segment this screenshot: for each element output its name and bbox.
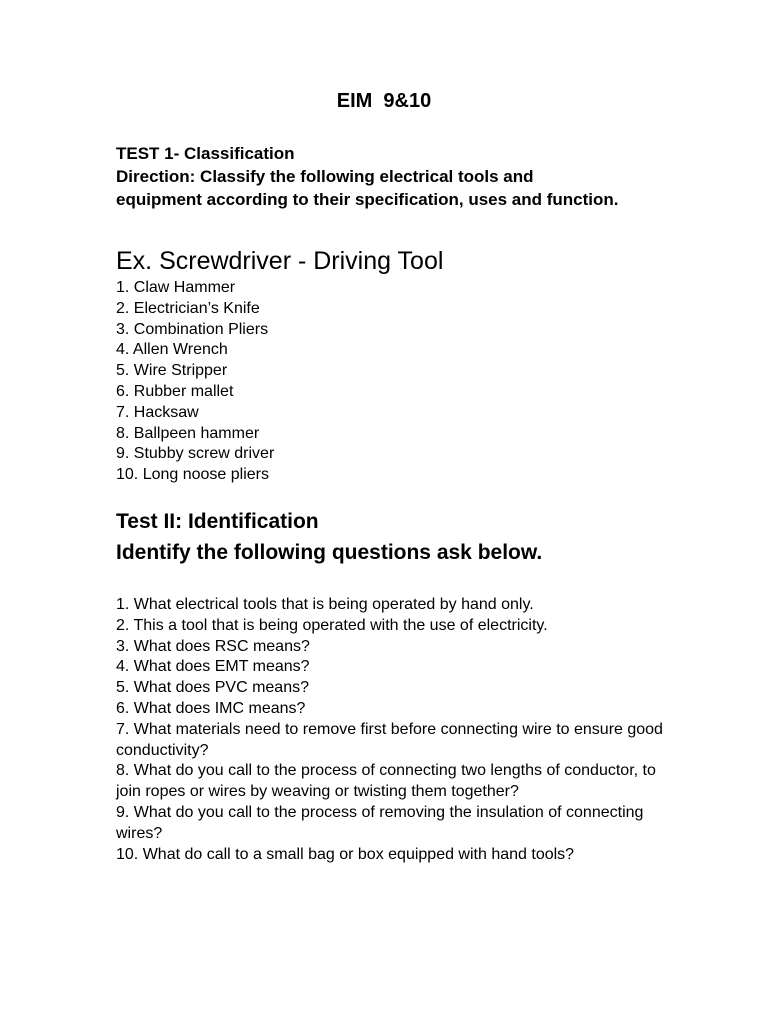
test1-heading: TEST 1- Classification: [116, 144, 295, 163]
list-item: 1. Claw Hammer: [116, 279, 236, 296]
list-item: 5. What does PVC means?: [116, 679, 309, 697]
list-item: 10. Long noose pliers: [116, 466, 269, 484]
example-line: Ex. Screwdriver - Driving Tool: [116, 247, 444, 275]
document-title: EIM 9&10: [336, 90, 432, 112]
list-item: 1. What electrical tools that is being operated by hand only.: [116, 596, 534, 613]
list-item: 2. Electrician’s Knife: [116, 299, 260, 317]
list-item: 7. Hacksaw: [116, 403, 199, 421]
list-item: 6. What does IMC means?: [116, 699, 306, 717]
test1-direction-line2: equipment according to their specification, uses and function.: [116, 190, 619, 209]
list-item: 3. What does RSC means?: [116, 637, 310, 655]
list-item: 6. Rubber mallet: [116, 382, 234, 400]
list-item: 8. Ballpeen hammer: [116, 424, 260, 442]
list-item: 9. What do you call to the process of removing the insulation of connecting wires?: [116, 803, 644, 842]
list-item: 4. Allen Wrench: [116, 341, 228, 359]
list-item: 2. This a tool that is being operated with the use of electricity.: [116, 616, 548, 634]
list-item: 3. Combination Pliers: [116, 320, 269, 338]
list-item: 5. Wire Stripper: [116, 362, 228, 380]
list-item: 8. What do you call to the process of connecting two lengths of conductor, to join ropes or wires by weaving or twisting them together?: [116, 762, 656, 801]
test2-instruction: Identify the following questions ask below.: [116, 541, 543, 564]
list-item: 10. What do call to a small bag or box equipped with hand tools?: [116, 845, 575, 863]
test1-direction-line1: Direction: Classify the following electrical tools and: [116, 167, 534, 186]
list-item: 9. Stubby screw driver: [116, 445, 275, 463]
test2-heading: Test II: Identification: [116, 510, 319, 533]
list-item: 4. What does EMT means?: [116, 658, 310, 676]
test2-section: [116, 506, 542, 568]
list-item: 7. What materials need to remove first before connecting wire to ensure good conductivity?: [116, 720, 663, 759]
questions-list: [116, 595, 676, 865]
tools-list: [116, 278, 274, 486]
test1-section: [116, 142, 716, 211]
